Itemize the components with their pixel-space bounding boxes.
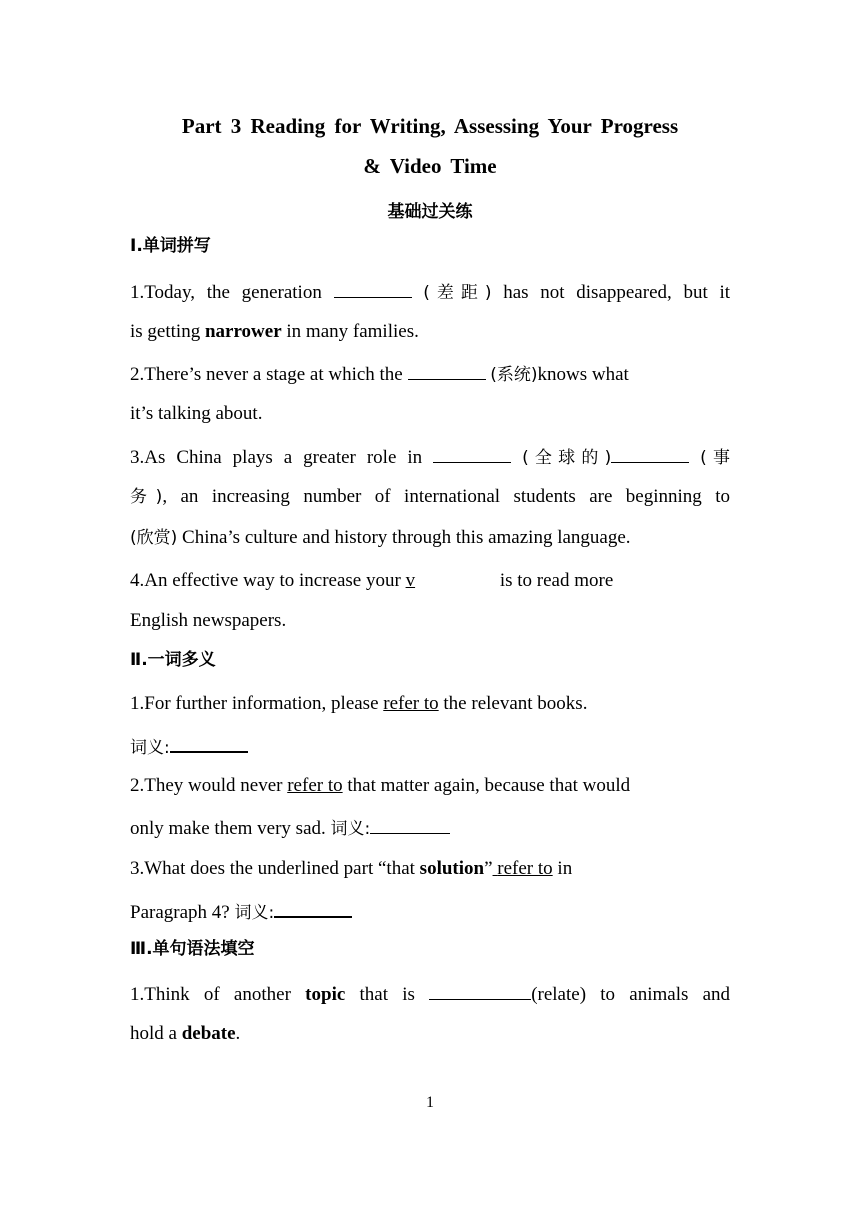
- answer-blank[interactable]: [611, 446, 689, 463]
- s1-q4-line2: English newspapers.: [130, 610, 287, 631]
- page-title-line1: Part 3 Reading for Writing, Assessing Your Progress: [181, 114, 679, 138]
- page-number: 1: [426, 1094, 434, 1111]
- s1-q1-line2: is getting narrower in many families.: [130, 321, 419, 342]
- answer-blank-initial[interactable]: v: [405, 570, 416, 591]
- s2-q1-line2: 词义:: [130, 735, 248, 757]
- section-2-heading: Ⅱ.一词多义: [130, 650, 216, 670]
- s1-q2-line2: it’s talking about.: [130, 403, 263, 424]
- s1-q3-line3: (欣赏) China’s culture and history through this amazing language.: [130, 527, 631, 548]
- answer-blank[interactable]: [433, 446, 511, 463]
- answer-blank[interactable]: [334, 281, 412, 298]
- section-3-heading: Ⅲ.单句语法填空: [130, 939, 255, 959]
- s3-q1-line2: hold a debate.: [130, 1023, 241, 1044]
- s2-q2-line2: only make them very sad. 词义:: [130, 817, 450, 838]
- section-1-heading: Ⅰ.单词拼写: [130, 236, 211, 256]
- answer-blank[interactable]: [274, 900, 352, 918]
- s2-q3-line1: 3.What does the underlined part “that solution” refer to in: [130, 858, 573, 879]
- s1-q1-line1: 1.Today, the generation (差距) has not disappeared, but it: [130, 282, 731, 303]
- answer-blank[interactable]: [370, 817, 450, 834]
- s2-q3-line2: Paragraph 4? 词义:: [130, 900, 352, 922]
- s3-q1-line1: 1.Think of another topic that is (relate) to animals and: [130, 984, 731, 1005]
- s1-q3-line1: 3.As China plays a greater role in (全球的) (事: [130, 447, 731, 468]
- answer-blank[interactable]: [170, 735, 248, 753]
- page-subtitle: 基础过关练: [387, 202, 473, 222]
- s1-q2-line1: 2.There’s never a stage at which the (系统)knows what: [130, 364, 629, 385]
- s2-q2-line1: 2.They would never refer to that matter again, because that would: [130, 775, 631, 796]
- s2-q1-line1: 1.For further information, please refer to the relevant books.: [130, 693, 588, 714]
- page-title-line2: & Video Time: [363, 154, 497, 178]
- answer-blank[interactable]: [408, 363, 486, 380]
- s1-q3-line2: 务), an increasing number of international students are beginning to: [130, 486, 730, 507]
- answer-blank[interactable]: [429, 983, 531, 1000]
- s1-q4-line1: 4.An effective way to increase your v is to read more: [130, 570, 614, 591]
